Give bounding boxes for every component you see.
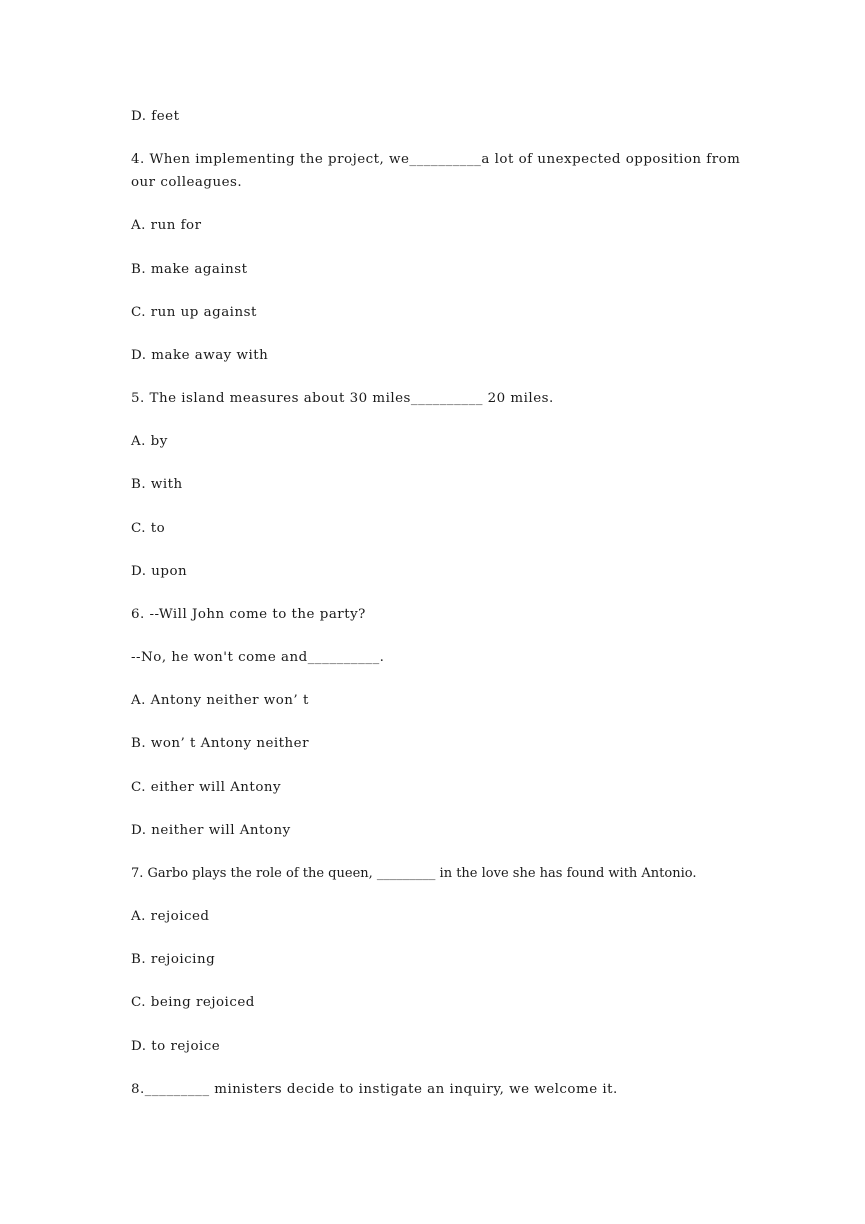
option-5a: A. by (131, 434, 168, 449)
question-6: 6. --Will John come to the party? (131, 607, 366, 622)
option-4c: C. run up against (131, 305, 257, 320)
option-3d: D. feet (131, 109, 180, 124)
option-6d: D. neither will Antony (131, 823, 291, 838)
option-6b: B. won’ t Antony neither (131, 736, 309, 751)
question-4: 4. When implementing the project, we__________a lot of unexpected opposition from our colleagues. (131, 152, 746, 190)
option-7c: C. being rejoiced (131, 995, 255, 1010)
option-5b: B. with (131, 477, 183, 492)
option-7a: A. rejoiced (131, 909, 210, 924)
option-6c: C. either will Antony (131, 780, 282, 795)
question-5: 5. The island measures about 30 miles__________ 20 miles. (131, 391, 554, 406)
option-7b: B. rejoicing (131, 952, 216, 967)
question-7: 7. Garbo plays the role of the queen, _________ in the love she has found with Antonio. (131, 866, 697, 881)
option-5d: D. upon (131, 564, 188, 579)
question-6-reply: --No, he won't come and__________. (131, 650, 385, 665)
option-4d: D. make away with (131, 348, 269, 363)
option-4a: A. run for (131, 218, 202, 233)
option-5c: C. to (131, 521, 166, 536)
option-7d: D. to rejoice (131, 1039, 221, 1054)
option-6a: A. Antony neither won’ t (131, 693, 309, 708)
question-8: 8._________ ministers decide to instigate an inquiry, we welcome it. (131, 1082, 618, 1097)
option-4b: B. make against (131, 262, 248, 277)
